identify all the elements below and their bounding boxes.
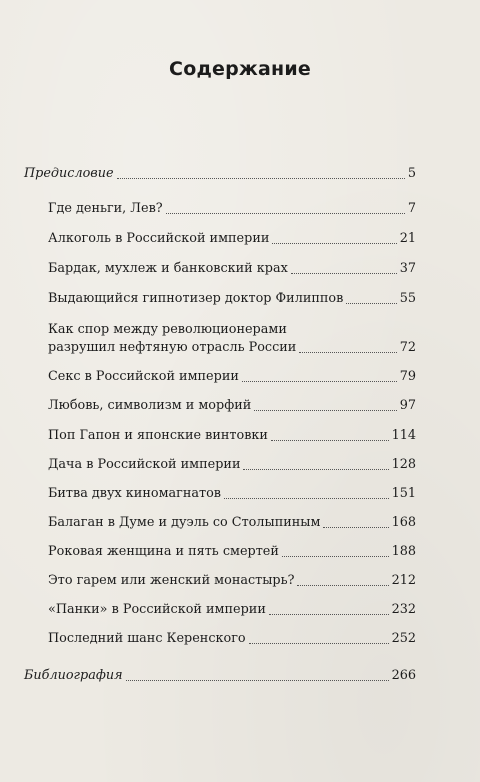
toc-entry-page: 232 <box>391 602 416 617</box>
toc-entry-label: Поп Гапон и японские винтовки <box>48 428 268 443</box>
toc-entry-label: «Панки» в Российской империи <box>48 602 266 617</box>
dot-leader <box>282 555 389 557</box>
toc-entry-page: 55 <box>399 291 416 306</box>
toc-entry[interactable] <box>48 398 416 414</box>
toc-entry[interactable] <box>48 428 416 444</box>
toc-entry-label: Любовь, символизм и морфий <box>48 398 252 413</box>
toc-entry-page: 7 <box>407 201 416 216</box>
toc-entry-row <box>48 340 416 356</box>
toc-entry[interactable] <box>48 457 416 473</box>
toc-entry-page: 5 <box>407 166 416 181</box>
toc-entry-page: 168 <box>391 515 416 530</box>
toc-entry-page: 72 <box>399 340 416 355</box>
toc-entry[interactable] <box>48 261 416 277</box>
toc-entry-label: Дача в Российской империи <box>48 457 241 472</box>
toc-entry-label: Выдающийся гипнотизер доктор Филиппов <box>48 291 344 306</box>
toc-entry-page: 114 <box>391 428 416 443</box>
toc-entry-page: 128 <box>391 457 416 472</box>
dot-leader <box>291 272 397 274</box>
toc-entry[interactable] <box>48 322 416 356</box>
toc-entry[interactable] <box>48 515 416 531</box>
toc-entry-label: Последний шанс Керенского <box>48 631 246 646</box>
toc-entry[interactable] <box>48 231 416 247</box>
toc-entry-page: 151 <box>391 486 416 501</box>
toc-entry-label: Роковая женщина и пять смертей <box>48 544 279 559</box>
dot-leader <box>242 380 397 382</box>
dot-leader <box>271 439 389 441</box>
toc-entry[interactable] <box>48 291 416 307</box>
dot-leader <box>323 526 388 528</box>
toc-entry[interactable] <box>48 544 416 560</box>
toc-entry-page: 79 <box>399 369 416 384</box>
toc-entry-label-line1: Как спор между революционерами <box>48 322 287 337</box>
dot-leader <box>117 177 405 179</box>
toc-entry-label: Бардак, мухлеж и банковский крах <box>48 261 288 276</box>
dot-leader <box>346 302 396 304</box>
toc-entry-page: 21 <box>399 231 416 246</box>
dot-leader <box>297 584 388 586</box>
toc-entry-page: 37 <box>399 261 416 276</box>
page-title: Содержание <box>169 58 311 80</box>
toc-entry[interactable] <box>48 486 416 502</box>
toc-entry-label: Секс в Российской империи <box>48 369 239 384</box>
toc-entry[interactable] <box>48 631 416 647</box>
toc-entry[interactable] <box>48 201 416 217</box>
toc-entry-preface[interactable] <box>24 166 416 182</box>
toc-entry-label: Где деньги, Лев? <box>48 201 163 216</box>
dot-leader <box>224 497 389 499</box>
dot-leader <box>299 351 396 353</box>
toc-entry-page: 252 <box>391 631 416 646</box>
toc-entry[interactable] <box>48 602 416 618</box>
toc-entry-label: Это гарем или женский монастырь? <box>48 573 295 588</box>
toc-entry-label-line2: разрушил нефтяную отрасль России <box>48 340 297 355</box>
dot-leader <box>243 468 388 470</box>
toc-entry-label: Битва двух киномагнатов <box>48 486 222 501</box>
dot-leader <box>269 613 389 615</box>
toc-entry-page: 97 <box>399 398 416 413</box>
toc-entry-page: 212 <box>391 573 416 588</box>
toc-entry-label: Алкоголь в Российской империи <box>48 231 270 246</box>
toc-entry-page: 266 <box>391 668 416 683</box>
dot-leader <box>272 242 396 244</box>
toc-entry-label: Предисловие <box>24 166 114 181</box>
toc-entry[interactable] <box>48 573 416 589</box>
dot-leader <box>249 642 389 644</box>
toc-entry-label: Балаган в Думе и дуэль со Столыпиным <box>48 515 321 530</box>
toc-entry-page: 188 <box>391 544 416 559</box>
toc-entry[interactable] <box>48 369 416 385</box>
dot-leader <box>254 409 396 411</box>
toc-entry-bibliography[interactable] <box>24 668 416 684</box>
toc-entry-label: Библиография <box>24 668 123 683</box>
dot-leader <box>126 679 389 681</box>
dot-leader <box>166 212 405 214</box>
